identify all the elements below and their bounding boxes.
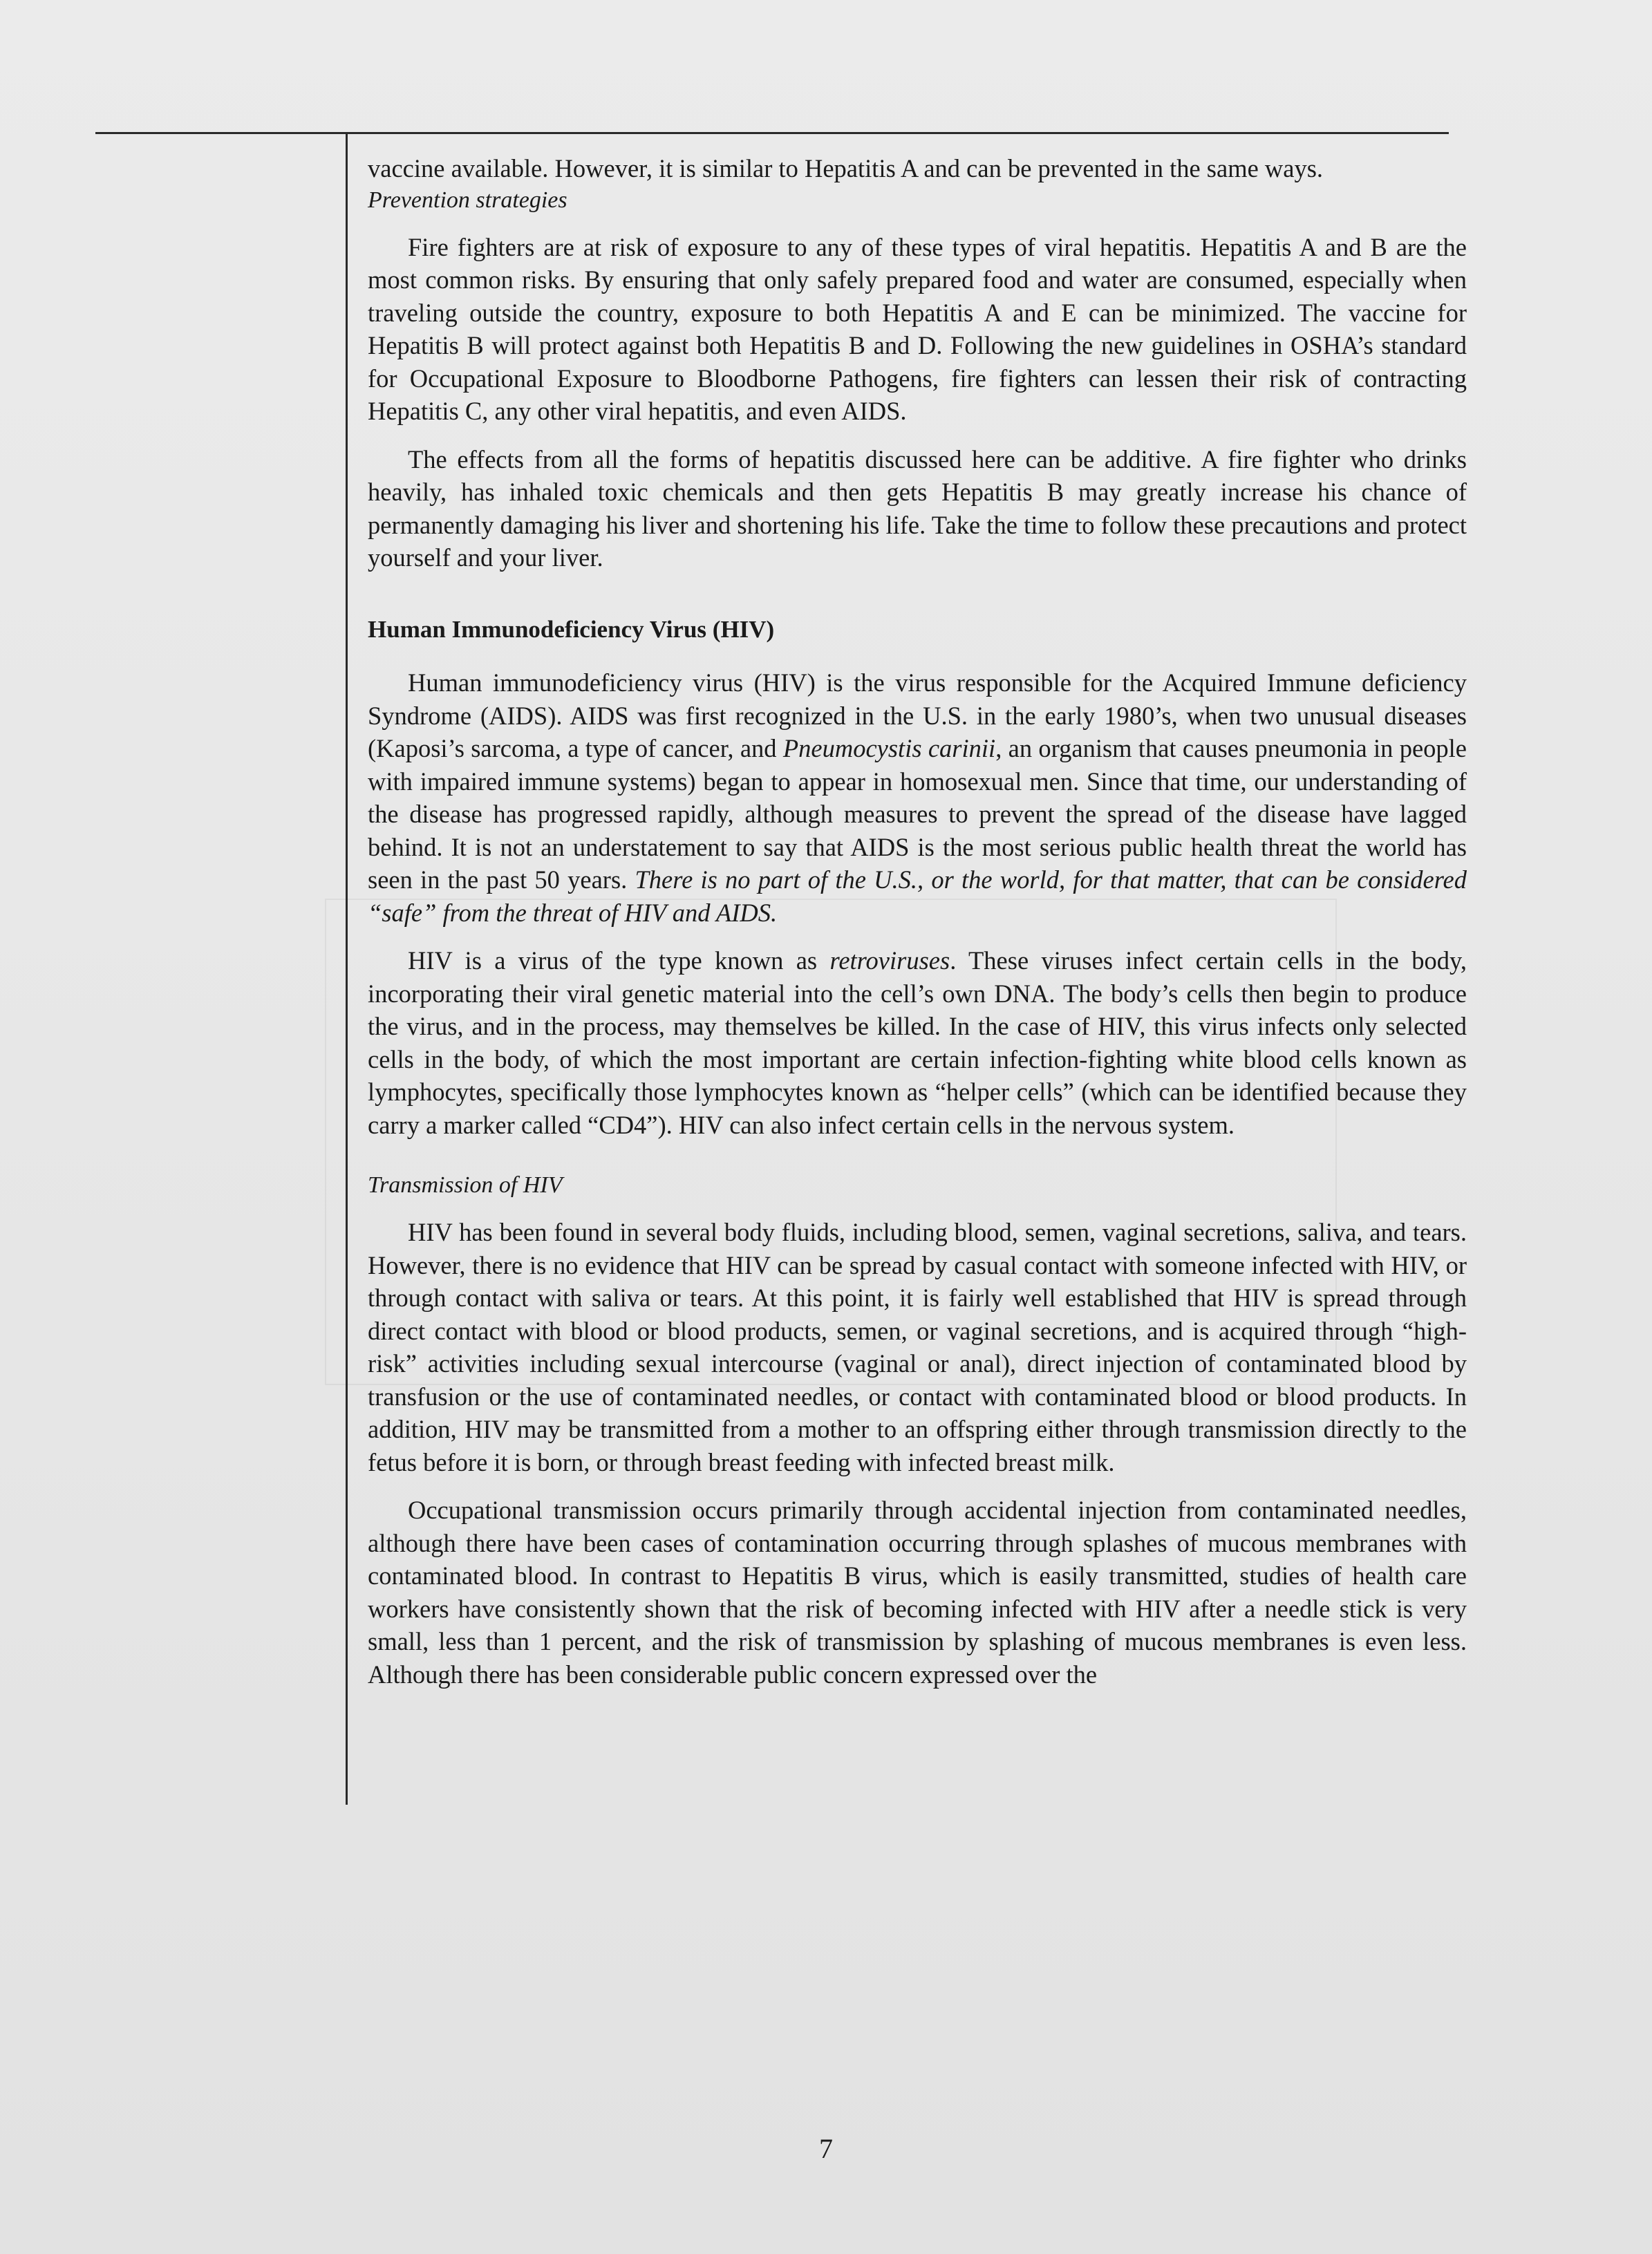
transmission-paragraph-1: HIV has been found in several body fluids, including blood, semen, vaginal secretions, saliva, and tears. However, there is no evidence that HIV can be spread by casual contact with someone infected with HIV, or through contact with saliva or tears. At this point, it is fairly well established that HIV is spread through direct contact with blood or blood products, semen, or vaginal secretions, and is acquired through “high-risk” activities including sexual intercourse (vaginal or anal), direct injection of contaminated blood by transfusion or the use of contaminated needles, or contact with contaminated blood or blood products. In addition, HIV may be transmitted from a mother to an offspring either through transmission directly to the fetus before it is born, or through breast feeding with infected breast milk. <box>368 1218 1467 1476</box>
hiv-heading: Human Immunodeficiency Virus (HIV) <box>368 615 775 643</box>
margin-rule <box>346 132 348 1805</box>
hiv-p2-italic-retroviruses: retroviruses <box>829 946 950 975</box>
hiv-p1-text-a: Human immunodeficiency virus (HIV) is the virus responsible for the Acquired Immune deficiency Syndrome (AIDS). AIDS was first recognized in the U.S. in the early 1980’s, when two unusual diseases (Kaposi’s sarcoma, a type of cancer, and <box>368 668 1467 762</box>
hiv-p2-text-b: . These viruses infect certain cells in the body, incorporating their viral genetic material into the cell’s own DNA. The body’s cells then begin to produce the virus, and in the process, may themselves be killed. In the case of HIV, this virus infects only selected cells in the body, of which the most important are certain infection-fighting white blood cells known as lymphocytes, specifically those lymphocytes known as “helper cells” (which can be identified because they carry a marker called “CD4”). HIV can also infect certain cells in the nervous system. <box>368 946 1467 1139</box>
transmission-paragraph-2: Occupational transmission occurs primarily through accidental injection from contaminated needles, although there have been cases of contamination occurring through splashes of mucous membranes with contaminated blood. In contrast to Hepatitis B virus, which is easily transmitted, studies of health care workers have consistently shown that the risk of becoming infected with HIV after a needle stick is very small, less than 1 percent, and the risk of transmission by splashing of mucous membranes is even less. Although there has been considerable public concern expressed over the <box>368 1496 1467 1689</box>
header-rule <box>95 132 1449 134</box>
hiv-paragraph-2 <box>368 944 1467 1141</box>
main-text <box>368 152 1467 1691</box>
prevention-paragraph-1: Fire fighters are at risk of exposure to any of these types of viral hepatitis. Hepatitis A and B are the most common risks. By ensuring that only safely prepared food and water are consumed, especially when traveling outside the country, exposure to both Hepatitis A and E can be minimized. The vaccine for Hepatitis B will protect against both Hepatitis B and D. Following the new guidelines in OSHA’s standard for Occupational Exposure to Bloodborne Pathogens, fire fighters can lessen their risk of contracting Hepatitis C, any other viral hepatitis, and even AIDS. <box>368 232 1467 425</box>
transmission-heading: Transmission of HIV <box>368 1172 563 1198</box>
page-number: 7 <box>819 2133 833 2164</box>
prevention-paragraph-2: The effects from all the forms of hepatitis discussed here can be additive. A fire fighter who drinks heavily, has inhaled toxic chemicals and then gets Hepatitis B may greatly increase his chance of permanently damaging his liver and shortening his life. Take the time to follow these precautions and protect yourself and your liver. <box>368 444 1467 572</box>
hiv-paragraph-1 <box>368 666 1467 929</box>
intro-paragraph: vaccine available. However, it is similar to Hepatitis A and can be prevented in the same ways. <box>368 154 1324 182</box>
hiv-p1-text-b: , an organism that causes pneumonia in people with impaired immune systems) began to appear in homosexual men. Since that time, our understanding of the disease has progressed rapidly, although measures to prevent the spread of the disease have lagged behind. It is not an understatement to say that AIDS is the most serious public health threat the world has seen in the past 50 years. <box>368 734 1467 894</box>
hiv-p2-text-a: HIV is a virus of the type known as <box>408 946 830 975</box>
hiv-p1-italic-organism: Pneumocystis carinii <box>782 734 996 762</box>
prevention-heading: Prevention strategies <box>368 187 567 213</box>
hiv-p1-italic-statement: There is no part of the U.S., or the world, for that matter, that can be considered “safe” from the threat of HIV and AIDS. <box>368 865 1467 927</box>
